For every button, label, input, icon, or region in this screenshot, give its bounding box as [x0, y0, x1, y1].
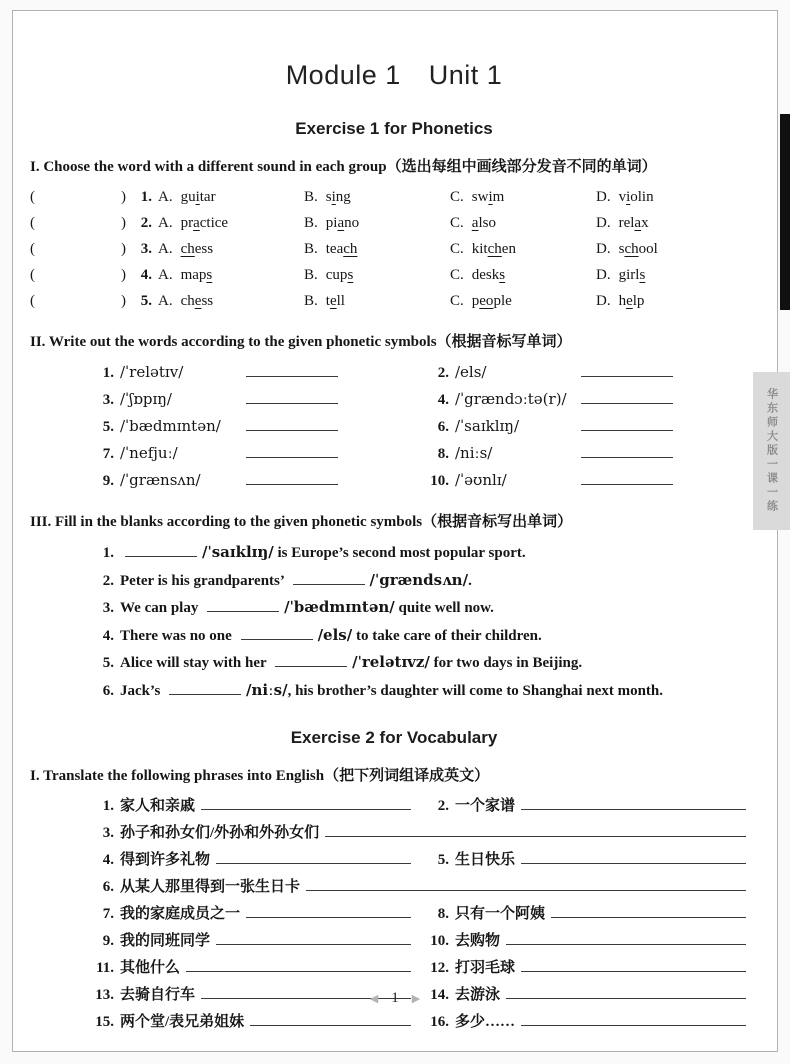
choice-option-d: D. school: [596, 241, 658, 257]
phonetic-symbol: /ˈgrænsʌn/: [120, 471, 201, 489]
answer-blank: [521, 797, 746, 810]
phonetic-word-list: [30, 359, 758, 494]
phrase-text: 多少……: [455, 1014, 516, 1030]
translation-item: [88, 874, 758, 901]
question-number: 4.: [102, 852, 114, 868]
answer-bracket: [30, 184, 126, 210]
question-number: 4.: [437, 392, 449, 408]
phonetic-symbol: /ˈrelətɪvz/: [352, 653, 430, 671]
translation-row: [88, 901, 758, 928]
sentence-text: There was no one /els/ to take care of their children.: [120, 625, 542, 644]
question-number: 11.: [96, 960, 114, 976]
translation-item: [423, 1009, 758, 1036]
choice-option-b: B. cups: [304, 267, 354, 283]
choice-option-b: B. tell: [304, 293, 345, 309]
question-row: [30, 236, 758, 262]
translation-row: [88, 793, 758, 820]
question-number: 6.: [102, 879, 114, 895]
question-row: [30, 288, 758, 314]
translation-row: [88, 955, 758, 982]
phonetic-symbol: /ˈəʊnlɪ/: [455, 471, 507, 489]
page-footer: [0, 990, 790, 1007]
answer-blank: [246, 391, 338, 404]
choice-option-a: A. maps: [158, 267, 213, 283]
sentence-item: [88, 594, 758, 622]
sentence-item: [88, 649, 758, 677]
phrase-text: 去游泳: [455, 987, 501, 1003]
phonetic-item: [88, 467, 423, 494]
phonetic-row: [88, 413, 758, 440]
phrase-text: 我的同班同学: [120, 933, 211, 949]
answer-blank: [581, 391, 673, 404]
unit-title: Unit 1: [428, 60, 503, 90]
question-number: 10.: [430, 473, 449, 489]
choice-option-a: A. practice: [158, 215, 229, 231]
phrase-text: 只有一个阿姨: [455, 906, 546, 922]
question-number: 5.: [102, 655, 114, 671]
question-number: 2.: [102, 572, 114, 589]
answer-blank: [246, 445, 338, 458]
question-number: 4.: [140, 267, 152, 283]
question-number: 6.: [437, 419, 449, 435]
phonetic-row: [88, 440, 758, 467]
edge-index-tab: [780, 114, 790, 310]
question-number: 3.: [140, 241, 152, 257]
phonetic-item: [423, 359, 758, 386]
phrase-text: 孙子和孙女们/外孙和外孙女们: [120, 825, 320, 841]
phrase-text: 家人和亲戚: [120, 798, 196, 814]
phrase-text: 去骑自行车: [120, 987, 196, 1003]
answer-blank: [581, 445, 673, 458]
question-number: 3.: [102, 600, 114, 616]
translation-item: [88, 847, 423, 874]
sentence-list: [30, 539, 758, 704]
phonetic-symbol: /ˈgrændsʌn/: [369, 570, 469, 589]
answer-blank: [581, 472, 673, 485]
choice-option-d: D. violin: [596, 189, 654, 205]
exercise2-heading: Exercise 2 for Vocabulary: [290, 728, 498, 747]
choice-option-a: A. chess: [158, 293, 214, 309]
translation-row: [88, 820, 758, 847]
phonetic-item: [423, 413, 758, 440]
sentence-text: Jack’s /niːs/, his brother’s daughter will come to Shanghai next month.: [120, 680, 664, 699]
sentence-item: [88, 677, 758, 705]
choice-option-b: B. piano: [304, 215, 360, 231]
answer-blank: [246, 364, 338, 377]
choice-option-c: C. desks: [450, 267, 506, 283]
answer-blank: [216, 851, 411, 864]
answer-bracket: ( ): [30, 241, 126, 257]
question-number: 12.: [430, 960, 449, 976]
translation-item: [423, 955, 758, 982]
question-number: 3.: [102, 392, 114, 408]
answer-blank: [521, 851, 746, 864]
answer-blank: [246, 905, 411, 918]
question-number: 9.: [102, 933, 114, 949]
answer-bracket: ( ): [30, 267, 126, 283]
translation-item: [88, 955, 423, 982]
question-number: 14.: [430, 987, 449, 1003]
answer-bracket: ( ): [30, 293, 126, 309]
answer-blank: [521, 1013, 746, 1026]
choice-option-d: D. help: [596, 293, 645, 309]
phonetic-item: [88, 359, 423, 386]
question-number: 1.: [102, 365, 114, 381]
phrase-text: 得到许多礼物: [120, 852, 211, 868]
phonetic-symbol: /ˈsaɪklɪŋ/: [202, 543, 274, 561]
question-row: [30, 262, 758, 288]
answer-blank: [306, 878, 746, 891]
translation-item: [88, 928, 423, 955]
answer-blank: [275, 655, 347, 667]
phrase-text: 其他什么: [120, 960, 181, 976]
side-tab-label: 华东师大版一课一练: [765, 388, 778, 514]
question-number: 2.: [140, 215, 152, 231]
phonetic-row: [88, 467, 758, 494]
phonetic-item: [88, 440, 423, 467]
phonetic-symbol: /ˈbædmɪntən/: [284, 598, 395, 616]
phonetic-symbol: /els/: [317, 625, 353, 644]
translation-row: [88, 847, 758, 874]
choice-option-c: C. also: [450, 215, 496, 231]
side-tab: [753, 372, 790, 530]
phonetic-row: [88, 359, 758, 386]
page-title: [30, 60, 758, 91]
answer-blank: [246, 418, 338, 431]
answer-blank: [201, 797, 411, 810]
question-number: 3.: [102, 825, 114, 841]
section-header-choose: I. Choose the word with a different sound in each group（选出每组中画线部分发音不同的单词）: [30, 159, 657, 175]
translation-item: [423, 901, 758, 928]
sentence-item: [88, 622, 758, 650]
question-number: 5.: [437, 852, 449, 868]
answer-blank: [246, 472, 338, 485]
phonetic-row: [88, 386, 758, 413]
sentence-item: [88, 567, 758, 595]
answer-blank: [581, 418, 673, 431]
phrase-text: 打羽毛球: [455, 960, 516, 976]
answer-blank: [186, 959, 411, 972]
phonetic-symbol: /ˈʃɒpɪŋ/: [120, 390, 172, 408]
question-number: 15.: [95, 1014, 114, 1030]
translation-row: [88, 874, 758, 901]
answer-blank: [325, 824, 746, 837]
answer-blank: [293, 573, 365, 585]
question-number: 2.: [437, 798, 449, 814]
question-number: 7.: [102, 446, 114, 462]
choice-option-b: B. teach: [304, 241, 358, 257]
bracket-close: ): [121, 189, 126, 205]
question-number: 5.: [102, 419, 114, 435]
translation-row: [88, 928, 758, 955]
section-header-translate: I. Translate the following phrases into English（把下列词组译成英文）: [30, 768, 490, 784]
phonetic-item: [423, 440, 758, 467]
phonetic-symbol: /niːs/: [455, 444, 493, 462]
answer-blank: [581, 364, 673, 377]
choice-option-b: B. sing: [304, 189, 351, 205]
section-header-fill-blanks: III. Fill in the blanks according to the given phonetic symbols（根据音标写出单词）: [30, 514, 573, 530]
next-page-icon: ▶: [411, 992, 421, 1005]
question-number: 5.: [140, 293, 152, 309]
phonetic-symbol: /ˈbædmɪntən/: [120, 417, 221, 435]
translation-row: [88, 1009, 758, 1036]
prev-page-icon: ◀: [369, 992, 379, 1005]
answer-blank: [125, 545, 197, 557]
choice-option-c: C. kitchen: [450, 241, 516, 257]
question-number: 16.: [430, 1014, 449, 1030]
question-number: 1.: [102, 545, 114, 561]
sentence-text: Alice will stay with her /ˈrelətɪvz/ for two days in Beijing.: [120, 653, 583, 671]
question-number: 7.: [102, 906, 114, 922]
translation-item: [88, 820, 758, 847]
bracket-open: (: [30, 189, 35, 205]
choice-option-d: D. relax: [596, 215, 649, 231]
question-number: 13.: [95, 987, 114, 1003]
phonetic-item: [423, 467, 758, 494]
choice-option-a: A. guitar: [158, 189, 216, 205]
phonetic-item: [88, 386, 423, 413]
translation-item: [423, 847, 758, 874]
sentence-text: We can play /ˈbædmɪntən/ quite well now.: [120, 598, 494, 616]
answer-bracket: ( ): [30, 215, 126, 231]
page-number: 1: [391, 990, 399, 1006]
answer-blank: [506, 932, 746, 945]
phrase-text: 我的家庭成员之一: [120, 906, 241, 922]
choice-option-d: D. girls: [596, 267, 646, 283]
question-number: 10.: [430, 933, 449, 949]
phrase-text: 去购物: [455, 933, 501, 949]
phrase-text: 从某人那里得到一张生日卡: [120, 879, 301, 895]
question-row: [30, 184, 758, 210]
phonetic-symbol: /ˈnefjuː/: [120, 444, 178, 462]
phonetic-symbol: /ˈrelətɪv/: [120, 363, 184, 381]
answer-blank: [216, 932, 411, 945]
phonetic-item: [88, 413, 423, 440]
phonetic-symbol: /ˈgrændɔːtə(r)/: [455, 390, 567, 408]
module-title: Module 1: [285, 60, 401, 90]
sentence-text: /ˈsaɪklɪŋ/ is Europe’s second most popular sport.: [120, 539, 758, 567]
answer-blank: [551, 905, 746, 918]
question-row: [30, 210, 758, 236]
answer-blank: [250, 1013, 411, 1026]
translation-item: [88, 793, 423, 820]
phrase-text: 生日快乐: [455, 852, 516, 868]
question-number: 1.: [102, 798, 114, 814]
question-number: 8.: [437, 906, 449, 922]
phrase-text: 两个堂/表兄弟姐妹: [120, 1014, 245, 1030]
phonetic-symbol: /ˈsaɪklɪŋ/: [455, 417, 520, 435]
question-number: 4.: [102, 627, 114, 644]
phonetic-symbol: /els/: [455, 363, 487, 381]
sentence-text: Peter is his grandparents’ /ˈgrændsʌn/.: [120, 570, 472, 589]
question-number: 6.: [102, 682, 114, 699]
translation-item: [423, 928, 758, 955]
choice-option-c: C. swim: [450, 189, 505, 205]
translation-item: [88, 1009, 423, 1036]
choice-option-c: C. people: [450, 293, 512, 309]
exercise1-heading: Exercise 1 for Phonetics: [295, 119, 493, 138]
answer-blank: [207, 600, 279, 612]
question-number: 9.: [102, 473, 114, 489]
translation-item: [423, 793, 758, 820]
page-content: [30, 10, 758, 1036]
phonetic-item: [423, 386, 758, 413]
question-number: 2.: [437, 365, 449, 381]
answer-blank: [521, 959, 746, 972]
phonetic-symbol: /niːs/: [246, 680, 288, 699]
translation-item: [88, 901, 423, 928]
section-header-write-words: II. Write out the words according to the given phonetic symbols（根据音标写单词）: [30, 334, 572, 350]
answer-blank: [241, 628, 313, 640]
sentence-item: [88, 539, 758, 567]
answer-blank: [169, 683, 241, 695]
choice-option-a: A. chess: [158, 241, 214, 257]
question-number: 8.: [437, 446, 449, 462]
question-number: 1.: [140, 189, 152, 205]
phrase-text: 一个家谱: [455, 798, 516, 814]
